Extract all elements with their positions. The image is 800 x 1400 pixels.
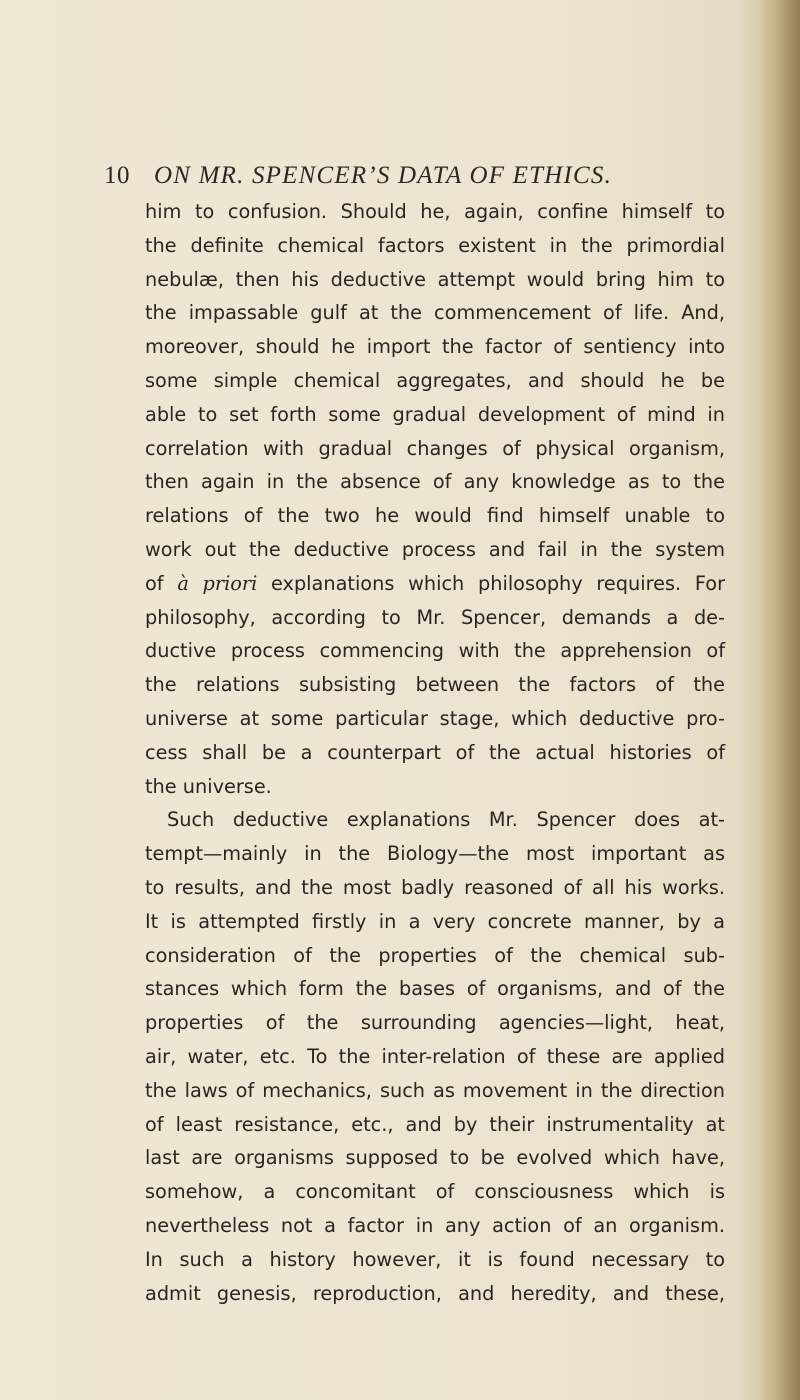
text-line: last are organisms supposed to be evolved which have, xyxy=(145,1146,725,1170)
page-number: 10 xyxy=(104,162,130,189)
text-line: him to confusion. Should he, again, confine himself to xyxy=(145,200,725,223)
text-segment: explanations which philosophy requires. For xyxy=(257,571,725,595)
running-head xyxy=(104,162,724,194)
text-line: admit genesis, reproduction, and heredity, and these, xyxy=(145,1281,725,1305)
text-line: nebulæ, then his deductive attempt would bring him to xyxy=(145,267,725,291)
text-line: ductive process commencing with the apprehension of xyxy=(145,639,725,663)
italic-phrase: à priori xyxy=(177,571,258,595)
text-line: consideration of the properties of the chemical sub- xyxy=(145,943,725,967)
text-line: philosophy, according to Mr. Spencer, demands a de- xyxy=(145,605,725,629)
text-line: universe at some particular stage, which deductive pro- xyxy=(145,706,725,730)
text-line: some simple chemical aggregates, and should he be xyxy=(145,368,725,392)
text-line: then again in the absence of any knowledge as to the xyxy=(145,470,725,494)
text-line: the laws of mechanics, such as movement in the direction xyxy=(145,1078,725,1102)
text-line: tempt—mainly in the Biology—the most important as xyxy=(145,842,725,866)
text-line: In such a history however, it is found necessary to xyxy=(145,1247,725,1271)
text-line: stances which form the bases of organisms, and of the xyxy=(145,977,725,1001)
text-line: nevertheless not a factor in any action of an organism. xyxy=(145,1213,725,1237)
text-line: somehow, a concomitant of consciousness which is xyxy=(145,1180,725,1204)
text-line: of least resistance, etc., and by their instrumentality at xyxy=(145,1112,725,1136)
text-line: cess shall be a counterpart of the actual histories of xyxy=(145,740,725,764)
text-line: the universe. xyxy=(145,774,272,798)
running-title: ON MR. SPENCER’S DATA OF ETHICS. xyxy=(154,162,613,189)
text-line: relations of the two he would find himself unable to xyxy=(145,504,725,528)
text-line: moreover, should he import the factor of sentiency into xyxy=(145,335,725,359)
text-line: to results, and the most badly reasoned of all his works. xyxy=(145,875,725,899)
page-edge-shadow xyxy=(758,0,800,1400)
text-line: correlation with gradual changes of physical organism, xyxy=(145,436,725,460)
text-line: Such deductive explanations Mr. Spencer does at- xyxy=(167,808,725,832)
text-line-with-italic xyxy=(145,567,725,601)
text-line: air, water, etc. To the inter-relation of these are applied xyxy=(145,1044,725,1068)
text-line: properties of the surrounding agencies—light, heat, xyxy=(145,1011,725,1035)
text-segment: of xyxy=(145,571,178,595)
text-line: It is attempted firstly in a very concrete manner, by a xyxy=(145,909,725,933)
text-line: able to set forth some gradual development of mind in xyxy=(145,402,725,426)
text-line: the relations subsisting between the factors of the xyxy=(145,673,725,697)
text-line: work out the deductive process and fail in the system xyxy=(145,537,725,561)
text-line: the impassable gulf at the commencement of life. And, xyxy=(145,301,725,325)
body-text xyxy=(145,195,725,1310)
text-line: the definite chemical factors existent in the primordial xyxy=(145,233,725,257)
